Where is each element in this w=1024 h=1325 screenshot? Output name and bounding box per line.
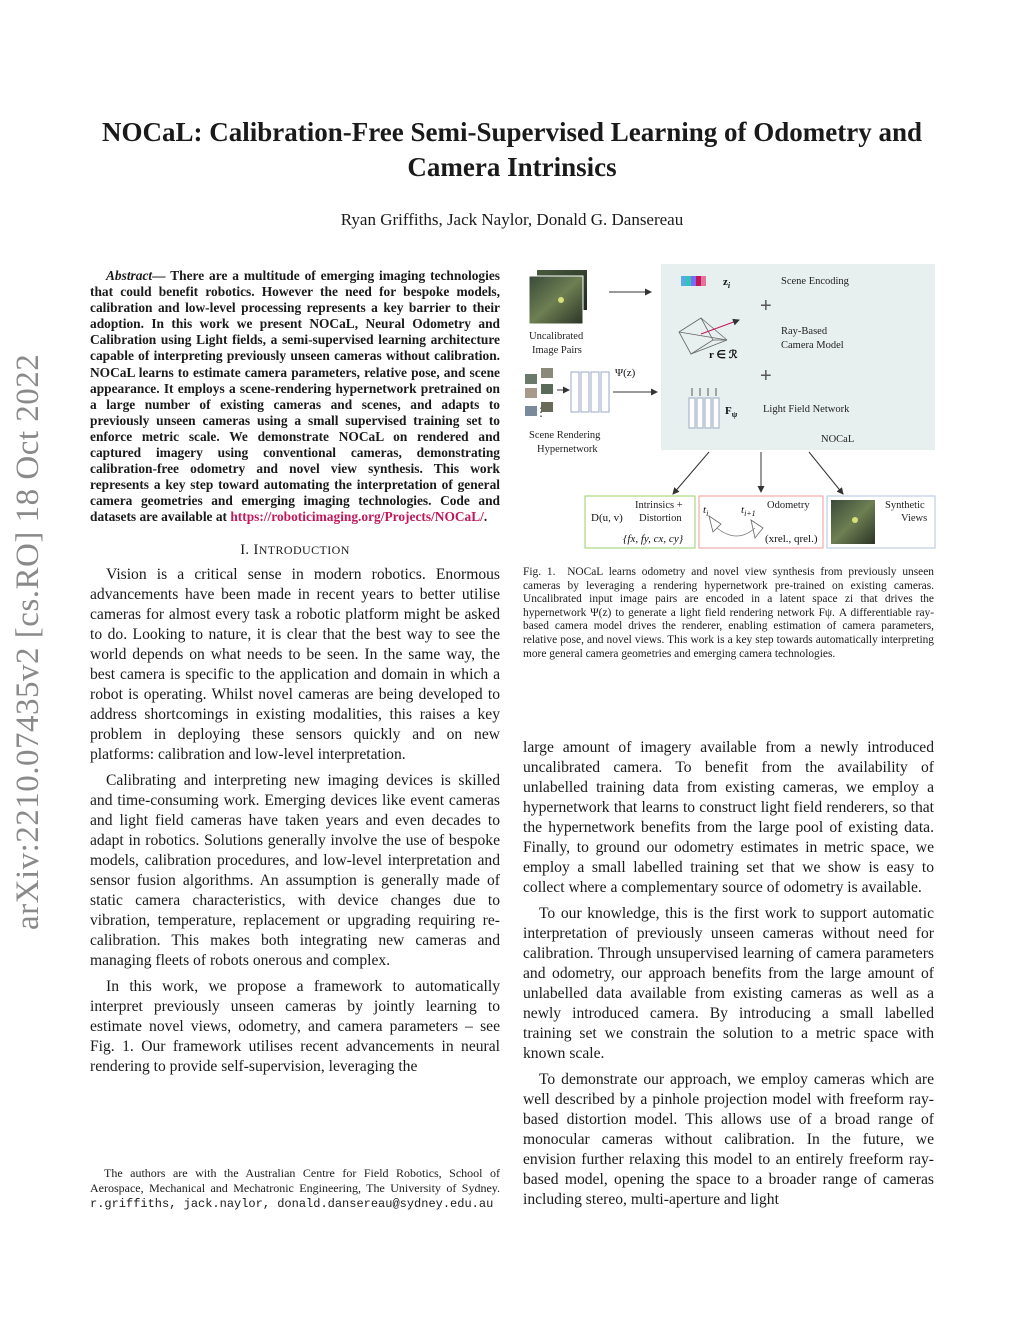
abstract-label: Abstract: [106, 268, 153, 283]
light-field-f-symbol: $F_\psi$: [725, 405, 738, 419]
abstract-text: There are a multitude of emerging imaging technologies that could benefit robotics. However the need for bespoke models, calibration and low-level processing represents a key barrier to their adoption. In this work we present NOCaL, Neural Odometry and Calibration using Light fields, a semi-supervised learning architecture capable of interpreting previously unseen cameras without calibration. NOCaL learns to estimate camera parameters, relative pose, and scene appearance. It employs a scene-rendering hypernetwork pretrained on a large number of existing cameras and scenes, and adapts to previously unseen cameras using a small supervised training set to enforce metric scale. We demonstrate NOCaL on rendered and captured imagery using conventional cameras, demonstrating calibration-free odometry and novel view synthesis. This work represents a key step toward automating the interpretation of general camera geometries and emerging imaging technologies. Code and datasets are available at: [90, 268, 500, 525]
latent-cell: [701, 276, 706, 286]
ray-based-label: Ray-Based: [781, 326, 828, 337]
output-arrow-synthetic: [809, 452, 843, 494]
latent-cell: [691, 276, 696, 286]
project-link[interactable]: https://roboticimaging.org/Projects/NOCaL/: [230, 509, 484, 525]
intro-paragraph-4: large amount of imagery available from a newly introduced uncalibrated camera. To benefit from the availability of unlabelled training data from existing cameras, we employ a hypernetwork that learns to construct light field renderers, so that the hypernetwork benefits from the large pool of existing data. Finally, to ground our odometry estimates in metric space, we employ a small labelled training set that we show is easy to collect where a complementary source of odometry is available.: [523, 739, 934, 896]
intro-paragraph-1: Vision is a critical sense in modern robotics. Enormous advancements have been made in recent years to better utilise cameras for almost every task a robotic platform might be asked to do. Looking to nature, it is clear that the best way to see the world depends on what needs to be seen. In the same way, the best camera is specific to the application and domain in which a robot is operating. Whilst novel cameras are being developed to address shortcomings in existing modalities, this raises a key problem in deploying these sensors quickly and on new platforms: calibration and low-level interpretation.: [90, 565, 500, 763]
thumb: [525, 406, 537, 416]
light-field-network-label: Light Field Network: [763, 404, 850, 415]
hypernetwork-layers: [571, 372, 609, 412]
scene-rendering-label: Scene Rendering: [529, 430, 601, 441]
author-list: Ryan Griffiths, Jack Naylor, Donald G. Dansereau: [340, 210, 684, 229]
hypernetwork-label: Hypernetwork: [537, 444, 598, 455]
intro-paragraph-6: To demonstrate our approach, we employ cameras which are well described by a pinhole projection model with freeform ray-based distortion model. This allows use of a broad range of monocular cameras without calibration. In the future, we envision further relaxing this model to an entirely freeform ray-based model, opening the space to a broader range of cameras including stereo, multi-aperture and light: [523, 1071, 934, 1208]
intro-paragraph-2: Calibrating and interpreting new imaging devices is skilled and time-consuming work. Emerging devices like event cameras and light field cameras have taken years and even decades to adapt in robotics. Solutions generally involve the use of bespoke models, calibration procedures, and low-level interpretation and sensor fusion algorithms. An assumption is generally made of static camera characteristics, with device changes due to vibration, temperature, replacement or upgrading requiring re-calibration. This makes both integrating new cameras and managing fleets of robots onerous and complex.: [90, 771, 500, 969]
views-label: Views: [901, 513, 928, 524]
distortion-label: Distortion: [639, 513, 682, 524]
section-numeral: I.: [240, 541, 254, 558]
section-title-rest: NTRODUCTION: [258, 542, 350, 557]
uncalibrated-label: Uncalibrated: [529, 331, 584, 342]
latent-z-symbol: $z_i$: [723, 276, 731, 290]
intro-paragraph-5: To our knowledge, this is the first work to support automatic interpretation of previously unseen cameras without need for calibration. Through unsupervised learning of camera parameters and odometry, our approach benefits from the large amount of unlabelled data available from existing cameras as well as a newly introduced camera. By introducing a small labelled training set we constrain the solution to a metric space with known scale.: [523, 905, 934, 1062]
abstract-end: .: [483, 509, 488, 525]
thumb: [525, 388, 537, 398]
latent-cell: [686, 276, 691, 286]
plus-sign-1: +: [760, 295, 772, 317]
odometry-label: Odometry: [767, 500, 810, 511]
figure-1-diagram: [523, 262, 937, 552]
synthetic-scene-light: [852, 517, 858, 523]
caption-label: Fig. 1.: [523, 566, 556, 578]
abstract-dash: —: [152, 268, 171, 283]
synthetic-label: Synthetic: [885, 500, 925, 511]
thumb: [541, 402, 553, 412]
relative-pose-tuple: (xrel., qrel.): [765, 533, 818, 545]
section-heading-introduction: [90, 542, 500, 559]
nocal-label: NOCaL: [821, 434, 855, 445]
left-column: [90, 268, 500, 1083]
abstract: [90, 268, 500, 526]
footnote-text: The authors are with the Australian Centre for Field Robotics, School of Aerospace, Mechanical and Mechatronic Engineering, The University of Sydney.: [90, 1166, 500, 1195]
figure-1-caption: [523, 566, 934, 661]
intrinsics-label: Intrinsics +: [635, 500, 683, 511]
image-pairs-label: Image Pairs: [532, 345, 582, 356]
right-column: [523, 738, 934, 1216]
caption-text: NOCaL learns odometry and novel view synthesis from previously unseen cameras by leveraging a rendering hypernetwork pre-trained on existing cameras. Uncalibrated input image pairs are encoded in a latent space zi that drives the hypernetwork Ψ(z) to generate a light field rendering network Fψ. A differentiable ray-based camera model drives the renderer, enabling estimation of camera parameters, relative pose, and novel views. This work is a key step towards automatically interpreting more general camera geometries and emerging camera technologies.: [523, 566, 934, 660]
ray-set-symbol: r ∈ ℛ: [709, 349, 738, 361]
intrinsic-params-set: {fx, fy, cx, cy}: [623, 533, 684, 545]
thumb: [541, 368, 553, 378]
paper-title: NOCaL: Calibration-Free Semi-Supervised Learning of Odometry and Camera Intrinsics: [102, 117, 922, 182]
latent-cell: [696, 276, 701, 286]
thumb: [541, 384, 553, 394]
pose-t-i1: $t_{i+1}$: [741, 504, 756, 518]
thumb: [525, 374, 537, 384]
intro-paragraph-3: In this work, we propose a framework to automatically interpret previously unseen cameras by jointly learning to estimate novel views, odometry, and camera parameters – see Fig. 1. Our framework utilises recent advancements in neural rendering to provide self-supervision, leveraging the: [90, 977, 500, 1075]
scene-light: [558, 297, 564, 303]
image-pair-front: [529, 276, 583, 324]
footnote-emails: r.griffiths, jack.naylor, donald.dansereau@sydney.edu.au: [90, 1197, 494, 1211]
affiliation-footnote: [90, 1166, 500, 1212]
plus-sign-2: +: [760, 365, 772, 387]
scene-encoding-label: Scene Encoding: [781, 276, 849, 287]
hypernetwork-psi-symbol: Ψ(z): [615, 367, 636, 379]
section-title-initial: I: [253, 541, 259, 558]
pose-t-i: $t_i$: [703, 504, 709, 518]
figure-1: [523, 262, 937, 552]
distortion-function-symbol: D(u, v): [591, 512, 623, 524]
arxiv-identifier: arXiv:2210.07435v2 [cs.RO] 18 Oct 2022: [10, 353, 46, 930]
output-arrow-intrinsics: [673, 452, 709, 494]
camera-model-label: Camera Model: [781, 340, 844, 351]
latent-cell: [681, 276, 686, 286]
